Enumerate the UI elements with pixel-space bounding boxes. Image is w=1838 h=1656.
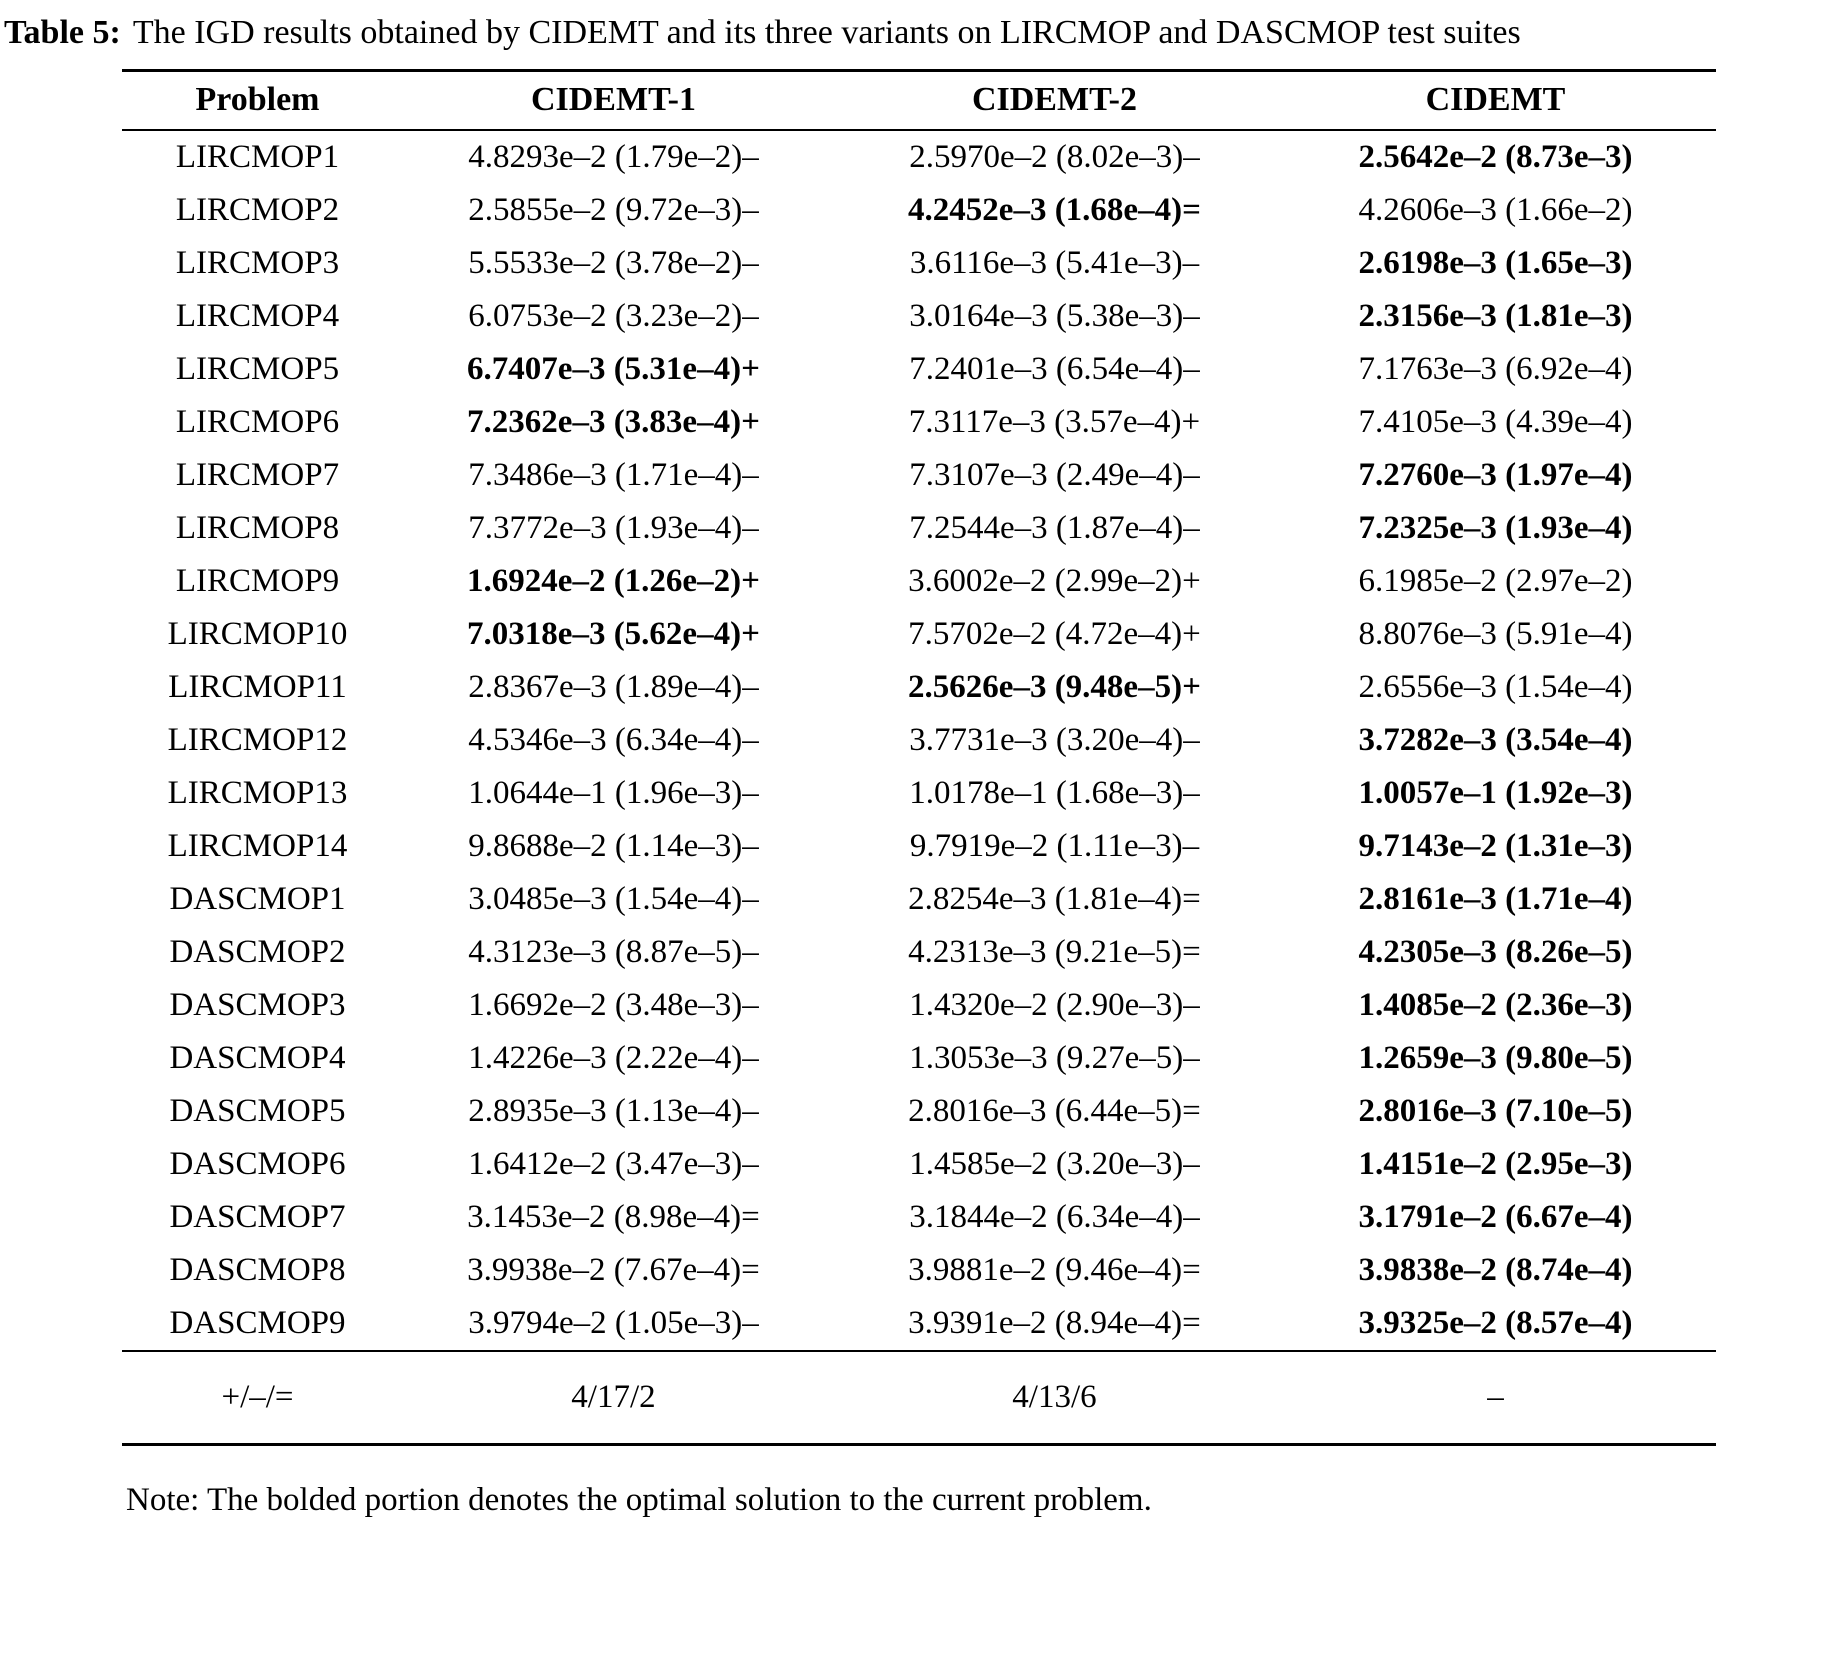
problem-name: LIRCMOP13 <box>167 774 348 811</box>
problem-name: LIRCMOP4 <box>175 297 340 334</box>
result-cell-best: 2.6198e–3 (1.65e–3) <box>1358 244 1633 281</box>
table-row <box>122 184 1716 237</box>
result-cell: 1.4226e–3 (2.22e–4)– <box>468 1039 759 1076</box>
problem-name: LIRCMOP5 <box>175 350 340 387</box>
summary-value: 4/17/2 <box>393 1351 834 1445</box>
table-header <box>122 70 1716 130</box>
result-cell: 2.5855e–2 (9.72e–3)– <box>468 191 759 228</box>
problem-name: LIRCMOP10 <box>167 615 348 652</box>
result-cell-best: 3.7282e–3 (3.54e–4) <box>1358 721 1633 758</box>
result-cell-best: 1.6924e–2 (1.26e–2)+ <box>467 562 760 599</box>
problem-name: LIRCMOP14 <box>167 827 348 864</box>
table-caption-text: The IGD results obtained by CIDEMT and its three variants on LIRCMOP and DASCMOP test suites <box>132 14 1521 51</box>
table-footer <box>122 1351 1716 1445</box>
result-cell: 3.0485e–3 (1.54e–4)– <box>468 880 759 917</box>
table-row <box>122 979 1716 1032</box>
result-cell: 1.3053e–3 (9.27e–5)– <box>909 1039 1200 1076</box>
problem-name: DASCMOP8 <box>169 1251 346 1288</box>
result-cell-best: 1.0057e–1 (1.92e–3) <box>1358 774 1633 811</box>
table-row <box>122 555 1716 608</box>
table-row <box>122 130 1716 184</box>
result-cell: 7.1763e–3 (6.92e–4) <box>1358 350 1633 387</box>
table-row <box>122 1032 1716 1085</box>
result-cell: 3.9794e–2 (1.05e–3)– <box>468 1304 759 1341</box>
result-cell: 1.4320e–2 (2.90e–3)– <box>909 986 1200 1023</box>
table-row <box>122 1085 1716 1138</box>
table-row <box>122 1191 1716 1244</box>
result-cell-best: 1.4151e–2 (2.95e–3) <box>1358 1145 1633 1182</box>
result-cell: 1.6412e–2 (3.47e–3)– <box>468 1145 759 1182</box>
summary-value: – <box>1275 1351 1716 1445</box>
problem-name: LIRCMOP6 <box>175 403 340 440</box>
summary-value: 4/13/6 <box>834 1351 1275 1445</box>
problem-name: LIRCMOP7 <box>175 456 340 493</box>
table-row <box>122 290 1716 343</box>
result-cell: 7.2544e–3 (1.87e–4)– <box>909 509 1200 546</box>
problem-name: DASCMOP4 <box>169 1039 346 1076</box>
result-cell-best: 3.9325e–2 (8.57e–4) <box>1358 1304 1633 1341</box>
problem-name: LIRCMOP12 <box>167 721 348 758</box>
result-cell: 3.9391e–2 (8.94e–4)= <box>908 1304 1201 1341</box>
result-cell: 6.1985e–2 (2.97e–2) <box>1358 562 1633 599</box>
problem-name: DASCMOP2 <box>169 933 346 970</box>
result-cell: 7.3117e–3 (3.57e–4)+ <box>908 403 1201 440</box>
problem-name: LIRCMOP2 <box>175 191 340 228</box>
summary-label: +/–/= <box>122 1351 393 1445</box>
result-cell: 2.5970e–2 (8.02e–3)– <box>909 138 1200 175</box>
igd-results-table <box>122 69 1716 1446</box>
result-cell-best: 2.3156e–3 (1.81e–3) <box>1358 297 1633 334</box>
problem-name: DASCMOP5 <box>169 1092 346 1129</box>
header-row <box>122 70 1716 130</box>
result-cell: 1.4585e–2 (3.20e–3)– <box>909 1145 1200 1182</box>
table-row <box>122 1244 1716 1297</box>
result-cell: 7.2401e–3 (6.54e–4)– <box>909 350 1200 387</box>
result-cell-best: 6.7407e–3 (5.31e–4)+ <box>467 350 760 387</box>
result-cell: 2.8367e–3 (1.89e–4)– <box>468 668 759 705</box>
result-cell-best: 3.9838e–2 (8.74e–4) <box>1358 1251 1633 1288</box>
result-cell: 7.5702e–2 (4.72e–4)+ <box>908 615 1201 652</box>
result-cell-best: 7.2760e–3 (1.97e–4) <box>1358 456 1633 493</box>
problem-name: DASCMOP6 <box>169 1145 346 1182</box>
result-cell-best: 7.2325e–3 (1.93e–4) <box>1358 509 1633 546</box>
table-note: Note: The bolded portion denotes the optimal solution to the current problem. <box>126 1481 1152 1518</box>
result-cell: 1.6692e–2 (3.48e–3)– <box>468 986 759 1023</box>
result-cell: 1.0178e–1 (1.68e–3)– <box>909 774 1200 811</box>
result-cell-best: 3.1791e–2 (6.67e–4) <box>1358 1198 1633 1235</box>
table-row <box>122 608 1716 661</box>
result-cell-best: 7.2362e–3 (3.83e–4)+ <box>467 403 760 440</box>
result-cell: 3.7731e–3 (3.20e–4)– <box>909 721 1200 758</box>
problem-name: LIRCMOP9 <box>175 562 340 599</box>
summary-row <box>122 1351 1716 1445</box>
column-header-problem: Problem <box>122 70 393 130</box>
result-cell-best: 1.4085e–2 (2.36e–3) <box>1358 986 1633 1023</box>
result-cell-best: 2.5642e–2 (8.73e–3) <box>1358 138 1633 175</box>
result-cell-best: 4.2452e–3 (1.68e–4)= <box>908 191 1201 228</box>
problem-name: LIRCMOP11 <box>168 668 347 705</box>
result-cell: 2.8935e–3 (1.13e–4)– <box>468 1092 759 1129</box>
result-cell: 2.8254e–3 (1.81e–4)= <box>908 880 1201 917</box>
result-cell: 4.3123e–3 (8.87e–5)– <box>468 933 759 970</box>
result-cell: 3.6002e–2 (2.99e–2)+ <box>908 562 1201 599</box>
result-cell: 5.5533e–2 (3.78e–2)– <box>468 244 759 281</box>
table-row <box>122 873 1716 926</box>
problem-name: DASCMOP1 <box>169 880 346 917</box>
result-cell: 3.6116e–3 (5.41e–3)– <box>909 244 1200 281</box>
result-cell: 8.8076e–3 (5.91e–4) <box>1358 615 1633 652</box>
table-row <box>122 1138 1716 1191</box>
result-cell: 4.2606e–3 (1.66e–2) <box>1358 191 1633 228</box>
result-cell: 7.3772e–3 (1.93e–4)– <box>468 509 759 546</box>
result-cell: 3.9881e–2 (9.46e–4)= <box>908 1251 1201 1288</box>
column-header-cidemt-2: CIDEMT-2 <box>834 70 1275 130</box>
result-cell: 9.8688e–2 (1.14e–3)– <box>468 827 759 864</box>
table-row <box>122 714 1716 767</box>
table-row <box>122 343 1716 396</box>
problem-name: DASCMOP7 <box>169 1198 346 1235</box>
result-cell: 3.1844e–2 (6.34e–4)– <box>909 1198 1200 1235</box>
result-cell-best: 2.5626e–3 (9.48e–5)+ <box>908 668 1201 705</box>
result-cell: 3.0164e–3 (5.38e–3)– <box>909 297 1200 334</box>
result-cell: 7.4105e–3 (4.39e–4) <box>1358 403 1633 440</box>
table-caption <box>4 6 1834 69</box>
table-row <box>122 396 1716 449</box>
problem-name: DASCMOP3 <box>169 986 346 1023</box>
problem-name: LIRCMOP8 <box>175 509 340 546</box>
table-row <box>122 1297 1716 1351</box>
result-cell: 2.8016e–3 (6.44e–5)= <box>908 1092 1201 1129</box>
result-cell-best: 2.8016e–3 (7.10e–5) <box>1358 1092 1633 1129</box>
result-cell: 1.0644e–1 (1.96e–3)– <box>468 774 759 811</box>
result-cell-best: 7.0318e–3 (5.62e–4)+ <box>467 615 760 652</box>
result-cell: 7.3107e–3 (2.49e–4)– <box>909 456 1200 493</box>
table-row <box>122 820 1716 873</box>
result-cell-best: 4.2305e–3 (8.26e–5) <box>1358 933 1633 970</box>
table-row <box>122 926 1716 979</box>
table-row <box>122 502 1716 555</box>
result-cell: 3.1453e–2 (8.98e–4)= <box>467 1198 760 1235</box>
result-cell: 7.3486e–3 (1.71e–4)– <box>468 456 759 493</box>
result-cell: 4.5346e–3 (6.34e–4)– <box>468 721 759 758</box>
problem-name: LIRCMOP1 <box>175 138 340 175</box>
table-row <box>122 237 1716 290</box>
table-row <box>122 661 1716 714</box>
result-cell-best: 9.7143e–2 (1.31e–3) <box>1358 827 1633 864</box>
result-cell: 4.2313e–3 (9.21e–5)= <box>908 933 1201 970</box>
table-row <box>122 449 1716 502</box>
result-cell: 2.6556e–3 (1.54e–4) <box>1358 668 1633 705</box>
result-cell: 4.8293e–2 (1.79e–2)– <box>468 138 759 175</box>
result-cell: 6.0753e–2 (3.23e–2)– <box>468 297 759 334</box>
column-header-cidemt-1: CIDEMT-1 <box>393 70 834 130</box>
table-body <box>122 130 1716 1351</box>
column-header-cidemt: CIDEMT <box>1275 70 1716 130</box>
problem-name: LIRCMOP3 <box>175 244 340 281</box>
table-caption-label: Table 5: <box>4 14 121 51</box>
problem-name: DASCMOP9 <box>169 1304 346 1341</box>
result-cell: 3.9938e–2 (7.67e–4)= <box>467 1251 760 1288</box>
result-cell-best: 2.8161e–3 (1.71e–4) <box>1358 880 1633 917</box>
table-row <box>122 767 1716 820</box>
result-cell-best: 1.2659e–3 (9.80e–5) <box>1358 1039 1633 1076</box>
result-cell: 9.7919e–2 (1.11e–3)– <box>909 827 1200 864</box>
